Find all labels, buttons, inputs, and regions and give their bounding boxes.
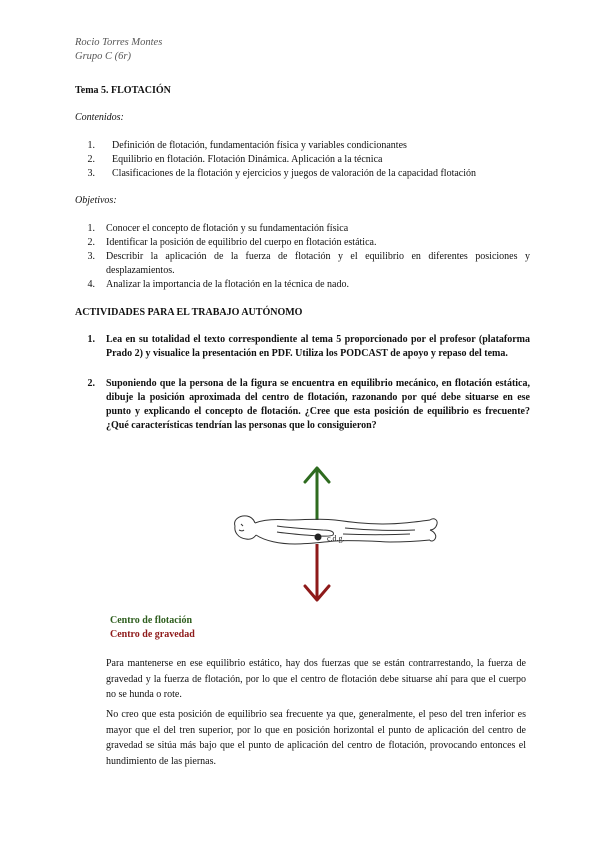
answer-paragraph-2: No creo que esta posición de equilibrio sea frecuente ya que, generalmente, el peso del tren inferior es mayor que el del tren superior, por lo que en posición horizontal el punto de aplicación del centro de gravedad se sitúa más bajo que el punto de aplicación del centro de flotación, provocando entonces el hundimiento de las piernas. xyxy=(106,709,526,767)
list-number: 2. xyxy=(87,154,95,165)
list-text: Clasificaciones de la flotación y ejercicios y juegos de valoración de la capacidad flotación xyxy=(112,168,477,179)
page-title: Tema 5. FLOTACIÓN xyxy=(75,85,171,96)
list-number: 2. xyxy=(87,237,95,248)
list-number: 2. xyxy=(87,378,95,389)
floating-body-figure xyxy=(225,462,440,608)
legend-flotacion: Centro de flotación xyxy=(110,615,193,626)
list-number: 1. xyxy=(87,223,95,234)
list-text: Suponiendo que la persona de la figura se encuentra en equilibrio mecánico, en flotación estática, dibuje la posición aproximada del centro de flotación, razonando por qué debe situarse en ese punto y explicando el concepto de flotación. ¿Cree que esta posición de equilibrio es frecuente? ¿Qué características tendrían las personas que lo consiguieron? xyxy=(106,378,530,431)
cdg-marker xyxy=(315,534,322,541)
list-text: Conocer el concepto de flotación y su fundamentación física xyxy=(106,223,349,234)
cdg-label: c.d.g. xyxy=(327,534,345,543)
list-text: Equilibrio en flotación. Flotación Dinámica. Aplicación a la técnica xyxy=(112,154,383,165)
list-text: Definición de flotación, fundamentación física y variables condicionantes xyxy=(112,140,407,151)
list-number: 3. xyxy=(87,251,95,262)
down-arrow xyxy=(305,544,329,600)
answer-paragraph-1: Para mantenerse en ese equilibrio estático, hay dos fuerzas que se están contrarrestando, la fuerza de gravedad y la fuerza de flotación, por lo que el centro de flotación debe situarse ahí para que el cuerpo no se hunda o rote. xyxy=(106,658,526,700)
list-text: Describir la aplicación de la fuerza de flotación y el equilibrio en diferentes posiciones y desplazamientos. xyxy=(106,251,530,276)
legend-gravedad: Centro de gravedad xyxy=(110,629,195,640)
list-number: 3. xyxy=(87,168,95,179)
list-text: Analizar la importancia de la flotación en la técnica de nado. xyxy=(106,279,349,290)
objetivos-label: Objetivos: xyxy=(75,195,117,206)
up-arrow xyxy=(305,468,329,520)
contenidos-label: Contenidos: xyxy=(75,112,124,123)
actividades-title: ACTIVIDADES PARA EL TRABAJO AUTÓNOMO xyxy=(75,307,303,318)
list-text: Identificar la posición de equilibrio del cuerpo en flotación estática. xyxy=(106,237,377,248)
list-number: 1. xyxy=(87,334,95,345)
list-number: 4. xyxy=(87,279,95,290)
list-text: Lea en su totalidad el texto correspondiente al tema 5 proporcionado por el profesor (plataforma Prado 2) y visualice la presentación en PDF. Utiliza los PODCAST de apoyo y repaso del tema. xyxy=(106,334,530,359)
author-name: Rocio Torres Montes xyxy=(75,37,163,48)
list-number: 1. xyxy=(87,140,95,151)
group-name: Grupo C (6r) xyxy=(75,51,132,62)
